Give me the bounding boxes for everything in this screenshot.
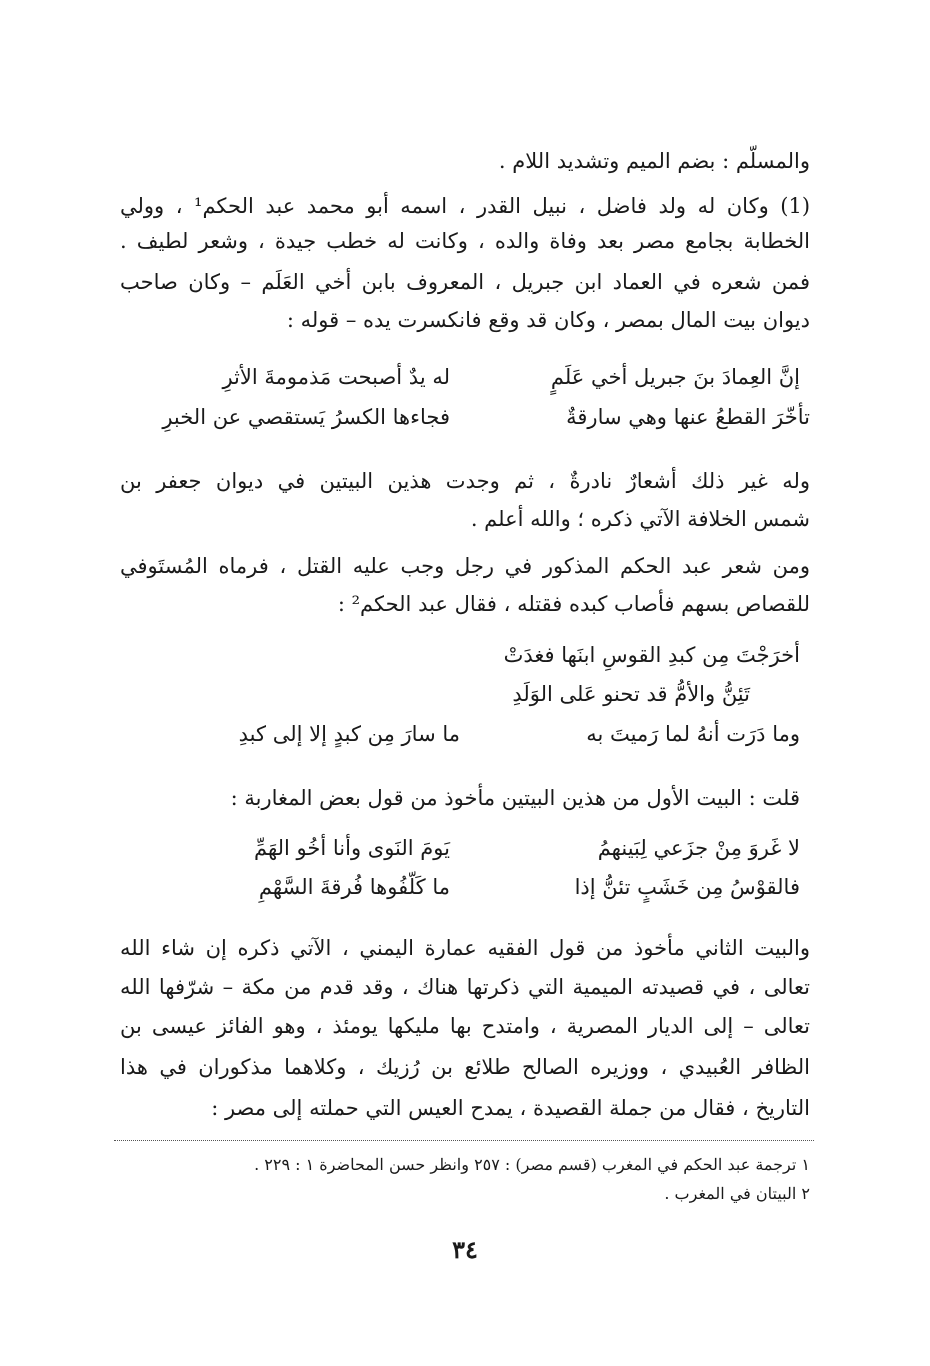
text-line: وله غير ذلك أشعارٌ نادرةٌ ، ثم وجدت هذين البيتين في ديوان جعفر بن — [120, 469, 810, 493]
text-line: ومن شعر عبد الحكم المذكور في رجل وجب عليه القتل ، فرماه المُستَوفي — [120, 554, 810, 578]
poem-hemistich: لا غَروَ مِنْ جزَعي لِبَينهمُ — [597, 836, 800, 860]
page-number: ٣٤ — [452, 1235, 478, 1264]
footnote-separator — [114, 1140, 814, 1141]
text-line: للقصاص بسهم فأصاب كبده فقتله ، فقال عبد الحكم² : — [337, 592, 810, 616]
text-line: (1) وكان له ولد فاضل ، نبيل القدر ، اسمه أبو محمد عبد الحكم¹ ، وولي — [120, 194, 811, 218]
text-line: والمسلّم : بضم الميم وتشديد اللام . — [498, 149, 810, 173]
poem-hemistich: فجاءها الكسرُ يَستقصي عن الخبرِ — [162, 405, 450, 429]
poem-hemistich: ما سارَ مِن كبدٍ إلا إلى كبدِ — [238, 722, 460, 746]
poem-hemistich: إنَّ العِمادَ بنَ جبريل أخي عَلَمٍ — [550, 365, 800, 389]
footnote: ٢ البيتان في المغرب . — [664, 1184, 810, 1203]
footnote: ١ ترجمة عبد الحكم في المغرب (قسم مصر) : ٢٥٧ وانظر حسن المحاضرة ١ : ٢٢٩ . — [254, 1155, 810, 1174]
text-line: تعالى ، في قصيدته الميمية التي ذكرتها هناك ، وقد قدم من مكة – شرّفها الله — [120, 975, 810, 999]
poem-hemistich: ما كَلّفُوها فُرقةَ السَّهْمِ — [258, 875, 450, 899]
poem-hemistich: تَئِنُّ والأمُّ قد تحنو عَلى الوَلَدِ — [512, 682, 750, 706]
text-line: تعالى – إلى الديار المصرية ، وامتدح بها مليكها يومئذ ، وهو الفائز عيسى بن — [120, 1014, 810, 1038]
text-line: التاريخ ، فقال من جملة القصيدة ، يمدح العيس التي حملته إلى مصر : — [211, 1096, 810, 1120]
poem-hemistich: له يدٌ أصبحت مَذمومةَ الأثرِ — [222, 365, 450, 389]
poem-hemistich: فالقوْسُ مِن خَشَبٍ تئنُّ إذا — [574, 875, 800, 899]
text-line: والبيت الثاني مأخوذ من قول الفقيه عمارة اليمني ، الآتي ذكره إن شاء الله — [120, 936, 810, 960]
text-line: قلت : البيت الأول من هذين البيتين مأخوذ من قول بعض المغاربة : — [230, 786, 800, 810]
poem-hemistich: يَومَ النَوى وأنا أخُو الهَمِّ — [253, 836, 450, 860]
text-line: ديوان بيت المال بمصر ، وكان قد وقع فانكسرت يده – قوله : — [286, 308, 810, 332]
text-line: فمن شعره في العماد ابن جبريل ، المعروف بابن أخي العَلَم – وكان صاحب — [120, 270, 810, 294]
poem-hemistich: أخرَجْتَ مِن كبدِ القوسِ ابنَها فغدَتْ — [503, 643, 800, 667]
text-line: الخطابة بجامع مصر بعد وفاة والده ، وكانت له خطب جيدة ، وشعر لطيف . — [120, 229, 810, 253]
poem-hemistich: تأخّرَ القطعُ عنها وهي سارقةٌ — [566, 405, 810, 429]
text-line: شمس الخلافة الآتي ذكره ؛ والله أعلم . — [470, 507, 810, 531]
text-line: الظافر العُبيدي ، ووزيره الصالح طلائع بن رُزيك ، وكلاهما مذكوران في هذا — [120, 1055, 810, 1079]
poem-hemistich: وما دَرَت أنهُ لما رَميتَ به — [586, 722, 800, 746]
